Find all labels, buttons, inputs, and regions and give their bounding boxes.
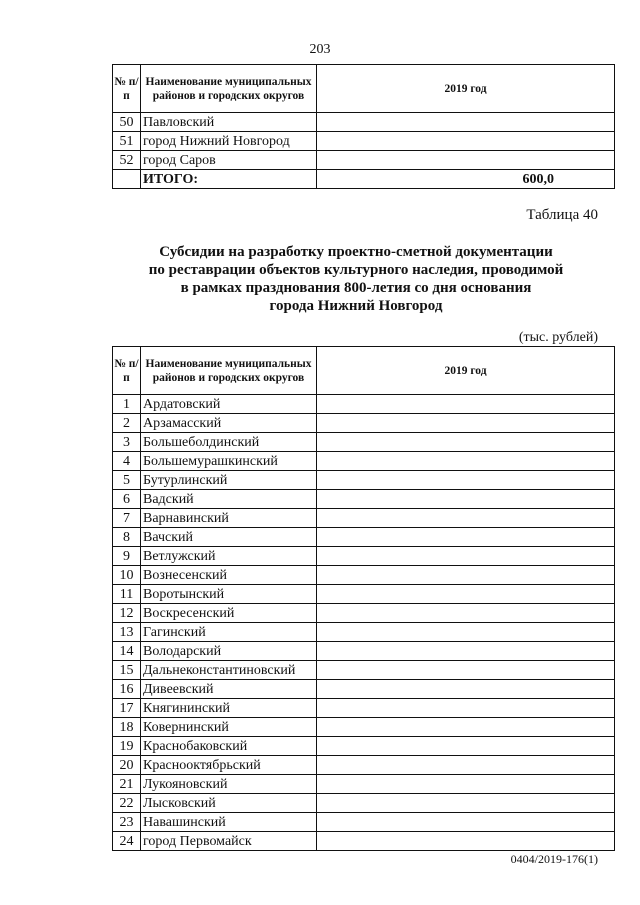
year-value — [317, 566, 615, 585]
municipality-name: город Первомайск — [141, 832, 317, 851]
row-number: 18 — [113, 718, 141, 737]
table-row — [113, 414, 615, 433]
subsidy-table — [112, 346, 615, 851]
row-number: 51 — [113, 132, 141, 151]
municipality-name: Ардатовский — [141, 395, 317, 414]
year-value — [317, 395, 615, 414]
table-row — [113, 699, 615, 718]
year-value — [317, 433, 615, 452]
row-number: 23 — [113, 813, 141, 832]
municipality-name: Гагинский — [141, 623, 317, 642]
row-number: 1 — [113, 395, 141, 414]
total-row — [113, 170, 615, 189]
table-row — [113, 509, 615, 528]
header-num: № п/п — [113, 347, 141, 395]
table-title — [0, 243, 640, 315]
municipality-name: Ветлужский — [141, 547, 317, 566]
row-number: 14 — [113, 642, 141, 661]
table-row — [113, 661, 615, 680]
municipality-name: Краснооктябрьский — [141, 756, 317, 775]
row-number: 16 — [113, 680, 141, 699]
table-row — [113, 737, 615, 756]
row-number: 8 — [113, 528, 141, 547]
table-header-row — [113, 347, 615, 395]
table-caption: Таблица 40 — [526, 207, 598, 223]
table-row — [113, 471, 615, 490]
row-number: 3 — [113, 433, 141, 452]
year-value — [317, 623, 615, 642]
year-value — [317, 813, 615, 832]
header-name: Наименование муниципальных районов и городских округов — [141, 347, 317, 395]
municipality-name: Воротынский — [141, 585, 317, 604]
table-row — [113, 452, 615, 471]
municipality-name: Большеболдинский — [141, 433, 317, 452]
title-line: в рамках празднования 800-летия со дня основания — [180, 280, 532, 296]
row-number: 4 — [113, 452, 141, 471]
year-value — [317, 490, 615, 509]
year-value — [317, 547, 615, 566]
municipality-name: Вознесенский — [141, 566, 317, 585]
row-number: 7 — [113, 509, 141, 528]
header-year: 2019 год — [317, 65, 615, 113]
municipality-name: Дивеевский — [141, 680, 317, 699]
municipality-name: Княгининский — [141, 699, 317, 718]
total-value: 600,0 — [317, 170, 615, 189]
municipality-name: Варнавинский — [141, 509, 317, 528]
header-name: Наименование муниципальных районов и городских округов — [141, 65, 317, 113]
table-row — [113, 151, 615, 170]
row-number: 12 — [113, 604, 141, 623]
year-value — [317, 452, 615, 471]
municipality-name: город Саров — [141, 151, 317, 170]
year-value — [317, 642, 615, 661]
year-value — [317, 604, 615, 623]
document-code: 0404/2019-176(1) — [510, 852, 598, 866]
table-row — [113, 794, 615, 813]
year-value — [317, 699, 615, 718]
municipality-name: Навашинский — [141, 813, 317, 832]
row-number: 20 — [113, 756, 141, 775]
year-value — [317, 718, 615, 737]
table-row — [113, 813, 615, 832]
table-row — [113, 585, 615, 604]
year-value — [317, 151, 615, 170]
table-row — [113, 623, 615, 642]
row-number: 10 — [113, 566, 141, 585]
year-value — [317, 680, 615, 699]
row-number: 52 — [113, 151, 141, 170]
year-value — [317, 756, 615, 775]
title-line: города Нижний Новгород — [269, 298, 443, 314]
table-row — [113, 680, 615, 699]
table-row — [113, 547, 615, 566]
row-number: 21 — [113, 775, 141, 794]
table-row — [113, 395, 615, 414]
municipality-name: Вадский — [141, 490, 317, 509]
header-num: № п/п — [113, 65, 141, 113]
table-row — [113, 433, 615, 452]
municipality-name: Дальнеконстантиновский — [141, 661, 317, 680]
municipality-name: Лукояновский — [141, 775, 317, 794]
year-value — [317, 661, 615, 680]
year-value — [317, 509, 615, 528]
title-line: по реставрации объектов культурного наследия, проводимой — [148, 262, 564, 278]
row-number: 13 — [113, 623, 141, 642]
page-number: 203 — [309, 42, 331, 57]
year-value — [317, 585, 615, 604]
year-value — [317, 775, 615, 794]
year-value — [317, 132, 615, 151]
table-row — [113, 718, 615, 737]
year-value — [317, 414, 615, 433]
table-row — [113, 528, 615, 547]
municipality-name: Большемурашкинский — [141, 452, 317, 471]
table-row — [113, 113, 615, 132]
year-value — [317, 528, 615, 547]
row-number: 6 — [113, 490, 141, 509]
total-empty-cell — [113, 170, 141, 189]
table-row — [113, 756, 615, 775]
row-number: 11 — [113, 585, 141, 604]
title-line: Субсидии на разработку проектно-сметной документации — [159, 244, 553, 260]
municipality-name: Арзамасский — [141, 414, 317, 433]
table-header-row — [113, 65, 615, 113]
table-row — [113, 132, 615, 151]
municipality-name: Вачский — [141, 528, 317, 547]
units-label: (тыс. рублей) — [518, 330, 598, 345]
row-number: 2 — [113, 414, 141, 433]
table-row — [113, 642, 615, 661]
municipality-name: Воскресенский — [141, 604, 317, 623]
year-value — [317, 737, 615, 756]
municipality-name: Бутурлинский — [141, 471, 317, 490]
row-number: 17 — [113, 699, 141, 718]
row-number: 15 — [113, 661, 141, 680]
table-row — [113, 566, 615, 585]
year-value — [317, 471, 615, 490]
row-number: 22 — [113, 794, 141, 813]
table-row — [113, 832, 615, 851]
municipality-name: Ковернинский — [141, 718, 317, 737]
table-row — [113, 490, 615, 509]
row-number: 9 — [113, 547, 141, 566]
table-row — [113, 604, 615, 623]
table-row — [113, 775, 615, 794]
municipality-name: Краснобаковский — [141, 737, 317, 756]
municipality-name: Володарский — [141, 642, 317, 661]
continued-table — [112, 64, 615, 189]
row-number: 50 — [113, 113, 141, 132]
row-number: 5 — [113, 471, 141, 490]
header-year: 2019 год — [317, 347, 615, 395]
year-value — [317, 832, 615, 851]
row-number: 24 — [113, 832, 141, 851]
year-value — [317, 794, 615, 813]
municipality-name: город Нижний Новгород — [141, 132, 317, 151]
total-label: ИТОГО: — [141, 170, 317, 189]
year-value — [317, 113, 615, 132]
municipality-name: Лысковский — [141, 794, 317, 813]
municipality-name: Павловский — [141, 113, 317, 132]
row-number: 19 — [113, 737, 141, 756]
